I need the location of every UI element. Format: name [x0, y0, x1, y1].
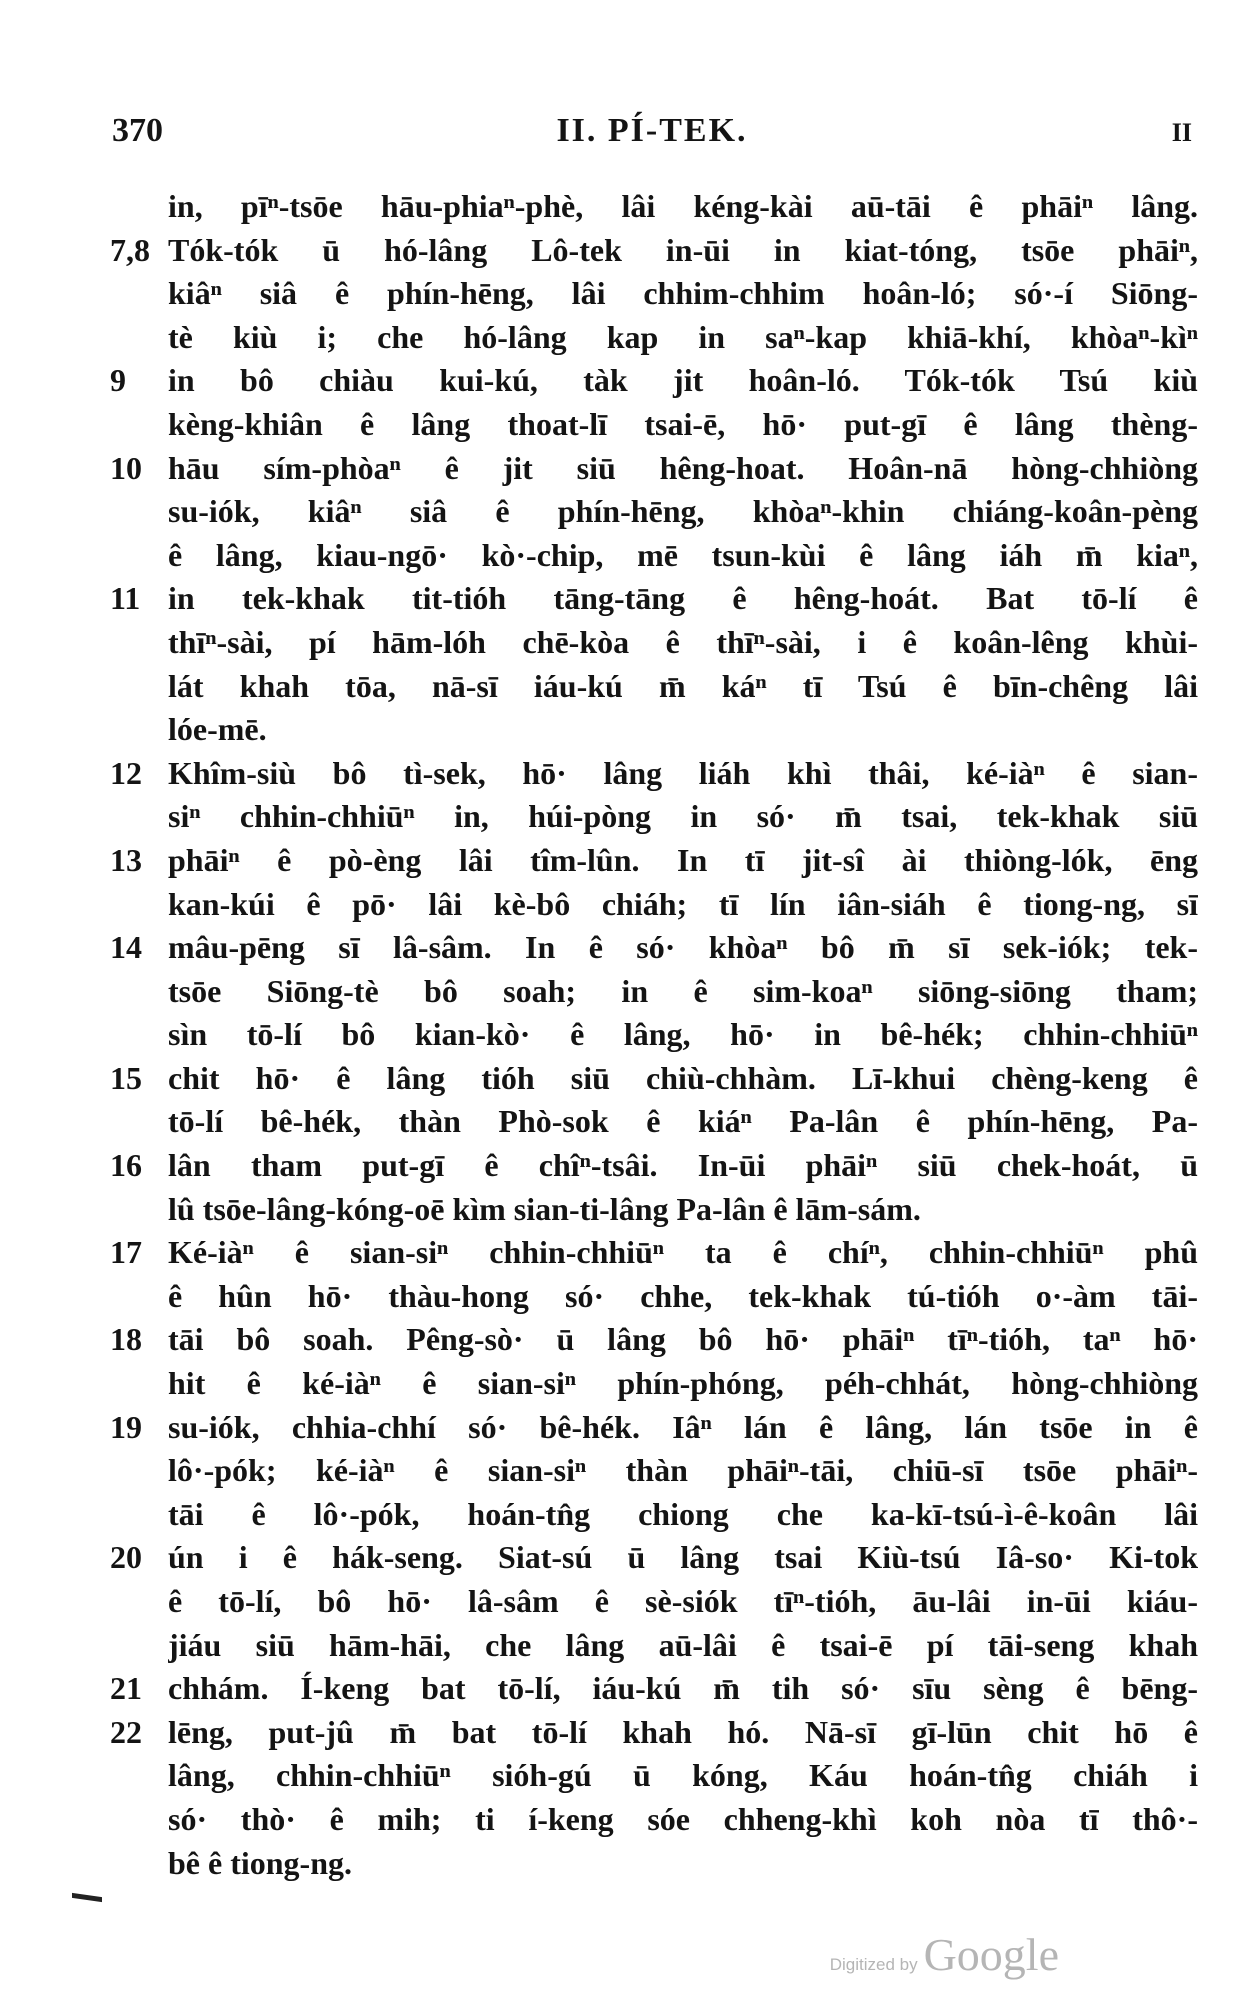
verse-number: 16 [110, 1147, 142, 1184]
verse-number: 20 [110, 1539, 142, 1576]
text-line [110, 272, 1205, 316]
line-text: lóe-mē. [168, 711, 267, 748]
watermark-prefix: Digitized by [829, 1955, 918, 1974]
line-text: ê lâng, kiau-ngō· kò·-chip, mē tsun-kùi ê lâng iáh m̄ kiaⁿ, [168, 536, 1198, 573]
verse-number: 12 [110, 754, 142, 791]
verse-number: 17 [110, 1234, 142, 1271]
text-line [110, 621, 1205, 665]
text-line [110, 1231, 1205, 1275]
line-text: tō-lí bê-hék, thàn Phò-sok ê kiáⁿ Pa-lân ê phín-hēng, Pa- [168, 1103, 1198, 1140]
text-line [110, 1536, 1205, 1580]
line-text: chit hō· ê lâng tióh siū chiù-chhàm. Lī-khui chèng-keng ê [168, 1059, 1198, 1096]
line-text: hit ê ké-iàⁿ ê sian-siⁿ phín-phóng, péh-chhát, hòng-chhiòng [168, 1365, 1198, 1402]
text-line [110, 447, 1205, 491]
verse-number: 9 [110, 362, 126, 399]
margin-mark [72, 1893, 102, 1902]
text-line [110, 883, 1205, 927]
line-text: in bô chiàu kui-kú, tàk jit hoân-ló. Tók-tók Tsú kiù [168, 362, 1198, 399]
text-line [110, 1362, 1205, 1406]
line-text: Tók-tók ū hó-lâng Lô-tek in-ūi in kiat-tóng, tsōe phāiⁿ, [168, 231, 1198, 268]
text-line [110, 1013, 1205, 1057]
text-line [110, 1711, 1205, 1755]
line-text: in, pīⁿ-tsōe hāu-phiaⁿ-phè, lâi kéng-kài aū-tāi ê phāiⁿ lâng. [168, 188, 1198, 224]
verse-number: 15 [110, 1059, 142, 1096]
text-line [110, 1275, 1205, 1319]
line-text: phāiⁿ ê pò-èng lâi tîm-lûn. In tī jit-sî ài thiòng-lók, ēng [168, 841, 1198, 878]
text-line [110, 1449, 1205, 1493]
line-text: ê tō-lí, bô hō· lâ-sâm ê sè-siók tīⁿ-tióh, āu-lâi in-ūi kiáu- [168, 1583, 1198, 1619]
line-text: Ké-iàⁿ ê sian-siⁿ chhin-chhiūⁿ ta ê chíⁿ, chhin-chhiūⁿ phû [168, 1234, 1198, 1271]
text-line [110, 1842, 1205, 1886]
text-line [110, 795, 1205, 839]
line-text: mâu-pēng sī lâ-sâm. In ê só· khòaⁿ bô m̄ sī sek-iók; tek- [168, 929, 1198, 966]
text-line [110, 1798, 1205, 1842]
text-line [110, 1580, 1205, 1624]
line-text: ê hûn hō· thàu-hong só· chhe, tek-khak tú-tióh o·-àm tāi- [168, 1277, 1198, 1314]
line-text: tè kiù i; che hó-lâng kap in saⁿ-kap khiā-khí, khòaⁿ-kìⁿ [168, 318, 1198, 355]
line-text: in tek-khak tit-tióh tāng-tāng ê hêng-hoát. Bat tō-lí ê [168, 580, 1198, 617]
line-text: Khîm-siù bô tì-sek, hō· lâng liáh khì thâi, ké-iàⁿ ê sian- [168, 754, 1198, 791]
text-line [110, 403, 1205, 447]
text-line [110, 1406, 1205, 1450]
text-line [110, 970, 1205, 1014]
verse-number: 18 [110, 1321, 142, 1358]
line-text: lâng, chhin-chhiūⁿ sióh-gú ū kóng, Káu hoán-tn̂g chiáh i [168, 1757, 1198, 1794]
line-text: lân tham put-gī ê chîⁿ-tsâi. In-ūi phāiⁿ siū chek-hoát, ū [168, 1147, 1198, 1184]
line-text: tsōe Siōng-tè bô soah; in ê sim-koaⁿ siōng-siōng tham; [168, 972, 1198, 1009]
text-line [110, 577, 1205, 621]
verse-number: 11 [110, 580, 141, 617]
text-line [110, 1188, 1205, 1232]
line-text: bê ê tiong-ng. [168, 1844, 352, 1881]
text-line [110, 1144, 1205, 1188]
text-line [110, 316, 1205, 360]
line-text: su-iók, chhia-chhí só· bê-hék. Iâⁿ lán ê lâng, lán tsōe in ê [168, 1408, 1198, 1445]
line-text: lēng, put-jû m̄ bat tō-lí khah hó. Nā-sī gī-lūn chit hō ê [168, 1713, 1198, 1750]
line-text: chhám. Í-keng bat tō-lí, iáu-kú m̄ tih só· sīu sèng ê bēng- [168, 1670, 1198, 1707]
line-text: lû tsōe-lâng-kóng-oē kìm sian-ti-lâng Pa-lân ê lām-sám. [168, 1190, 921, 1227]
text-line [110, 1667, 1205, 1711]
line-text: lô·-pók; ké-iàⁿ ê sian-siⁿ thàn phāiⁿ-tāi, chiū-sī tsōe phāiⁿ- [168, 1452, 1198, 1489]
text-line [110, 1754, 1205, 1798]
line-text: siⁿ chhin-chhiūⁿ in, húi-pòng in só· m̄ tsai, tek-khak siū [168, 798, 1198, 835]
text-line [110, 185, 1205, 229]
running-title: II. PÍ-TEK. [556, 112, 748, 149]
text-line [110, 490, 1205, 534]
text-line [110, 839, 1205, 883]
verse-number: 7,8 [110, 231, 150, 268]
text-line [110, 926, 1205, 970]
verse-number: 22 [110, 1713, 142, 1750]
line-text: ún i ê hák-seng. Siat-sú ū lâng tsai Kiù-tsú Iâ-so· Ki-tok [168, 1539, 1198, 1576]
text-line [110, 1100, 1205, 1144]
verse-number: 21 [110, 1670, 142, 1707]
line-text: hāu sím-phòaⁿ ê jit siū hêng-hoat. Hoân-nā hòng-chhiòng [168, 449, 1198, 486]
line-text: thīⁿ-sài, pí hām-lóh chē-kòa ê thīⁿ-sài, i ê koân-lêng khùi- [168, 623, 1198, 660]
verse-number: 10 [110, 449, 142, 486]
line-text: jiáu siū hām-hāi, che lâng aū-lâi ê tsai-ē pí tāi-seng khah [168, 1626, 1198, 1663]
google-logo: Google [923, 1929, 1059, 1980]
page-number: 370 [112, 112, 163, 149]
signature-mark: II [1171, 118, 1192, 147]
line-text: tāi bô soah. Pêng-sò· ū lâng bô hō· phāiⁿ tīⁿ-tióh, taⁿ hō· [168, 1321, 1198, 1358]
text-line [110, 534, 1205, 578]
google-watermark [830, 1928, 1059, 1981]
text-line [110, 665, 1205, 709]
verse-number: 13 [110, 841, 142, 878]
line-text: kan-kúi ê pō· lâi kè-bô chiáh; tī lín iân-siáh ê tiong-ng, sī [168, 885, 1198, 922]
text-line [110, 359, 1205, 403]
text-line [110, 752, 1205, 796]
line-text: tāi ê lô·-pók, hoán-tn̂g chiong che ka-kī-tsú-ì-ê-koân lâi [168, 1495, 1198, 1532]
line-text: só· thò· ê mih; ti í-keng sóe chheng-khì koh nòa tī thô·- [168, 1800, 1198, 1837]
text-line [110, 1624, 1205, 1668]
body-text [110, 185, 1205, 1885]
text-line [110, 229, 1205, 273]
text-line [110, 1493, 1205, 1537]
line-text: lát khah tōa, nā-sī iáu-kú m̄ káⁿ tī Tsú ê bīn-chêng lâi [168, 667, 1198, 704]
verse-number: 19 [110, 1408, 142, 1445]
line-text: sìn tō-lí bô kian-kò· ê lâng, hō· in bê-hék; chhin-chhiūⁿ [168, 1016, 1198, 1053]
line-text: su-iók, kiâⁿ siâ ê phín-hēng, khòaⁿ-khin chiáng-koân-pèng [168, 493, 1198, 530]
line-text: kiâⁿ siâ ê phín-hēng, lâi chhim-chhim hoân-ló; só·-í Siōng- [168, 275, 1198, 312]
line-text: kèng-khiân ê lâng thoat-lī tsai-ē, hō· put-gī ê lâng thèng- [168, 405, 1198, 442]
text-line [110, 1057, 1205, 1101]
page-header [112, 112, 1192, 162]
text-line [110, 708, 1205, 752]
text-line [110, 1318, 1205, 1362]
verse-number: 14 [110, 929, 142, 966]
